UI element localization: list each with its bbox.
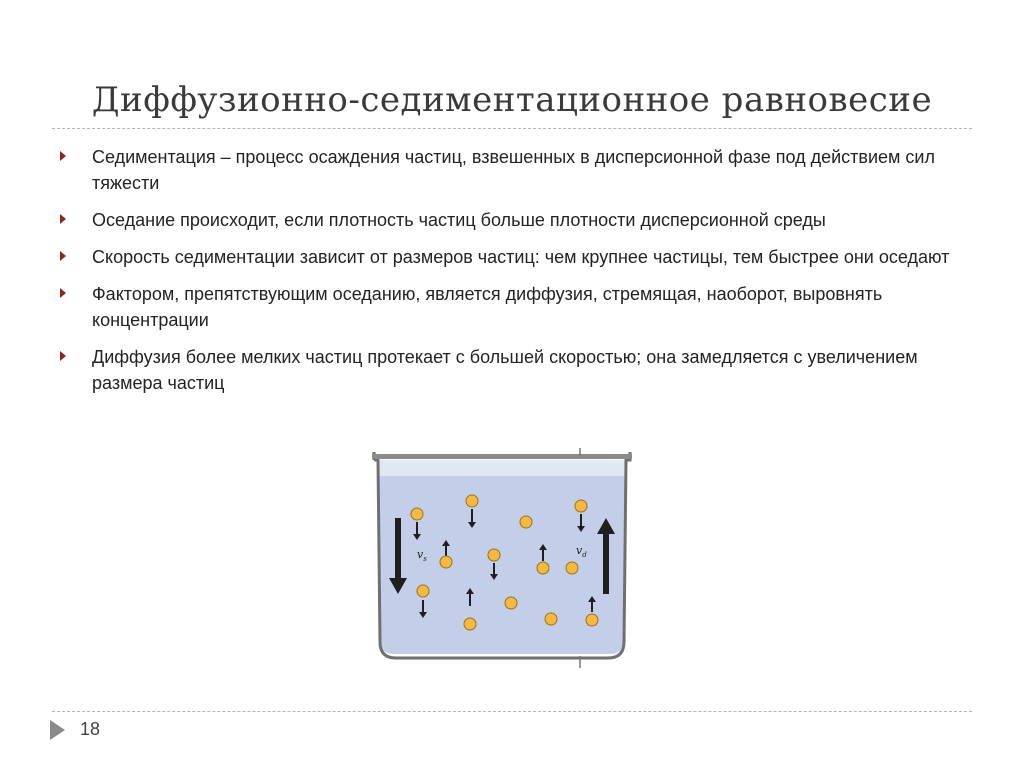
footer-divider	[52, 711, 972, 712]
bullet-text: Диффузия более мелких частиц протекает с большей скоростью; она замедляется с увеличением размера частиц	[92, 347, 918, 393]
sedimentation-diagram	[368, 448, 636, 670]
particle	[520, 516, 532, 528]
bullet-arrow-icon	[60, 151, 66, 161]
bullet-arrow-icon	[60, 251, 66, 261]
bullet-item	[58, 344, 958, 396]
particle	[545, 613, 557, 625]
particle	[566, 562, 578, 574]
vessel-rim	[372, 454, 632, 459]
vd-label: $v_d$	[576, 544, 587, 559]
bullet-item	[58, 244, 958, 270]
bullet-text: Седиментация – процесс осаждения частиц, взвешенных в дисперсионной фазе под действием сил тяжести	[92, 147, 935, 193]
bullet-item	[58, 281, 958, 333]
vs-label: $v_s$	[417, 548, 427, 563]
bullet-text: Скорость седиментации зависит от размеров частиц: чем крупнее частицы, тем быстрее они оседают	[92, 247, 950, 267]
particle	[505, 597, 517, 609]
bullet-arrow-icon	[60, 351, 66, 361]
footer-arrow-icon	[50, 720, 65, 740]
bullet-list	[58, 144, 958, 407]
bullet-item	[58, 207, 958, 233]
slide-title: Диффузионно-седиментационное равновесие	[91, 80, 933, 120]
liquid	[378, 476, 626, 654]
page-number: 18	[80, 719, 101, 739]
bullet-arrow-icon	[60, 288, 66, 298]
bullet-text: Фактором, препятствующим оседанию, является диффузия, стремящая, наоборот, выровнять концентрации	[92, 284, 883, 330]
bullet-arrow-icon	[60, 214, 66, 224]
liquid-surface	[378, 460, 626, 476]
bullet-item	[58, 144, 958, 196]
title-divider	[52, 128, 972, 129]
bullet-text: Оседание происходит, если плотность частиц больше плотности дисперсионной среды	[92, 210, 826, 230]
